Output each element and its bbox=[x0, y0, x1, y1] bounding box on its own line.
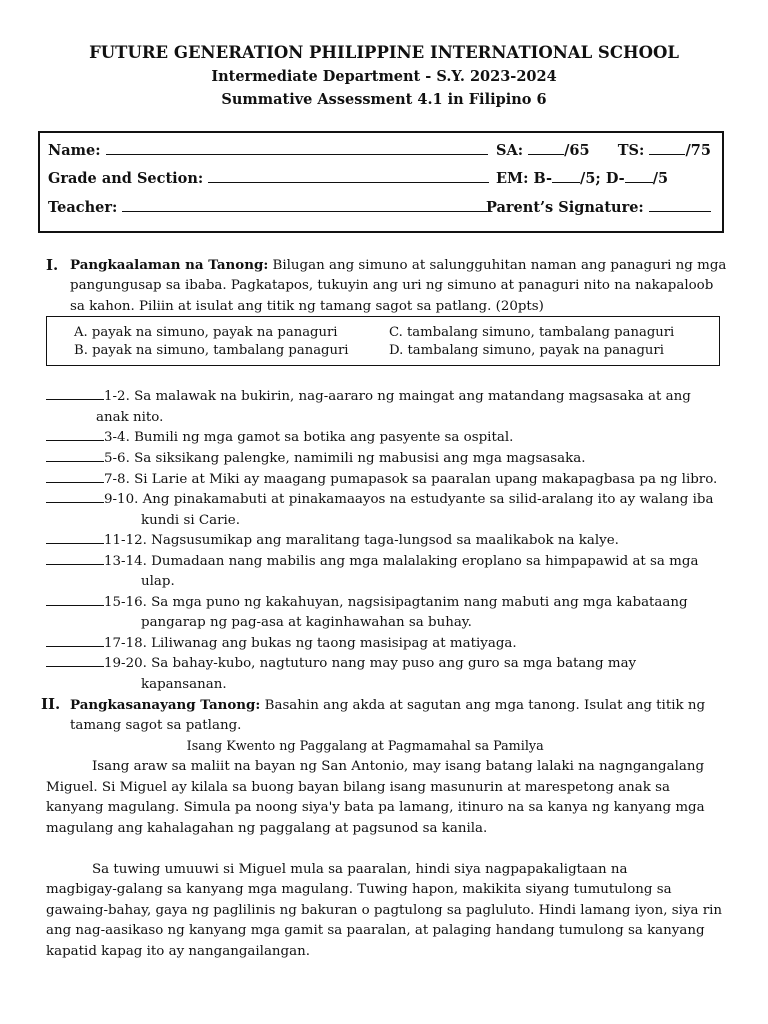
answer-blank[interactable] bbox=[46, 531, 104, 544]
answer-blank[interactable] bbox=[46, 634, 104, 647]
choice-b: B. payak na simuno, tambalang panaguri bbox=[74, 343, 349, 358]
name-line[interactable] bbox=[106, 142, 488, 155]
list-item-continuation: ulap. bbox=[141, 574, 175, 589]
list-item: 5-6. Sa siksikang palengke, namimili ng mabusisi ang mga magsasaka. bbox=[46, 449, 586, 470]
list-item-continuation: kundi si Carie. bbox=[141, 513, 240, 528]
list-item-continuation: anak nito. bbox=[96, 410, 164, 425]
section-2-title: Pangkasanayang Tanong: bbox=[70, 697, 261, 713]
list-item: 3-4. Bumili ng mga gamot sa botika ang pasyente sa ospital. bbox=[46, 428, 513, 449]
name-row bbox=[48, 141, 488, 162]
grade-row bbox=[48, 169, 489, 190]
list-item: 17-18. Liliwanag ang bukas ng taong masisipag at matiyaga. bbox=[46, 634, 517, 655]
em-b-total: /5; D- bbox=[580, 170, 625, 187]
name-label: Name: bbox=[48, 142, 101, 159]
story-paragraph-1-line: Isang araw sa maliit na bayan ng San Antonio, may isang batang lalaki na nagngangalang bbox=[92, 759, 705, 774]
list-item: 15-16. Sa mga puno ng kakahuyan, nagsisipagtanim nang mabuti ang mga kabataang bbox=[46, 593, 688, 614]
answer-blank[interactable] bbox=[46, 470, 104, 483]
story-paragraph-2-line: kapatid kapag ito ay nangangailangan. bbox=[46, 944, 310, 959]
signature-line[interactable] bbox=[649, 199, 711, 212]
section-2-number: II. bbox=[41, 695, 61, 713]
list-item: 19-20. Sa bahay-kubo, nagtuturo nang may puso ang guro sa mga batang may bbox=[46, 654, 636, 675]
em-row bbox=[496, 169, 668, 190]
grade-line[interactable] bbox=[208, 170, 489, 183]
department-line: Intermediate Department - S.Y. 2023-2024 bbox=[211, 68, 557, 85]
answer-blank[interactable] bbox=[46, 449, 104, 462]
choice-d: D. tambalang simuno, payak na panaguri bbox=[389, 343, 664, 358]
answer-blank[interactable] bbox=[46, 490, 104, 503]
teacher-row bbox=[48, 198, 487, 219]
story-paragraph-2-line: gawaing-bahay, gaya ng paglilinis ng bakuran o pagtulong sa pagluluto. Hindi lamang iyon, siya rin bbox=[46, 903, 723, 918]
choice-a: A. payak na simuno, payak na panaguri bbox=[74, 325, 338, 340]
answer-blank[interactable] bbox=[46, 593, 104, 606]
answer-blank[interactable] bbox=[46, 654, 104, 667]
section-1-instructions-line3: sa kahon. Piliin at isulat ang titik ng tamang sagot sa patlang. (20pts) bbox=[70, 299, 544, 314]
school-name: FUTURE GENERATION PHILIPPINE INTERNATIONAL SCHOOL bbox=[89, 43, 679, 62]
list-item: 11-12. Nagsusumikap ang maralitang taga-lungsod sa maalikabok na kalye. bbox=[46, 531, 619, 552]
student-info-box bbox=[38, 131, 724, 233]
choices-box bbox=[46, 316, 720, 366]
section-1-instructions-line1: Pangkaalaman na Tanong: Bilugan ang simuno at salungguhitan naman ang panaguri ng mga bbox=[70, 257, 727, 273]
score-row bbox=[496, 141, 711, 162]
section-2-instructions-line1: Pangkasanayang Tanong: Basahin ang akda at sagutan ang mga tanong. Isulat ang titik ng bbox=[70, 697, 706, 713]
em-d-total: /5 bbox=[652, 170, 669, 187]
story-paragraph-2-line: ang nag-aasikaso ng kanyang mga gamit sa paaralan, at palaging handang tumulong sa kanyang bbox=[46, 923, 705, 938]
ts-blank[interactable] bbox=[649, 142, 685, 155]
em-b-blank[interactable] bbox=[552, 170, 580, 183]
sa-total: /65 bbox=[564, 142, 590, 159]
ts-total: /75 bbox=[685, 142, 711, 159]
sa-blank[interactable] bbox=[528, 142, 564, 155]
grade-label: Grade and Section: bbox=[48, 170, 204, 187]
signature-row bbox=[486, 198, 711, 219]
story-paragraph-1-line: kanyang magulang. Simula pa noong siya'y bata pa lamang, itinuro na sa kanya ng kanyang mga bbox=[46, 800, 705, 815]
signature-label: Parent’s Signature: bbox=[486, 199, 644, 216]
ts-label: TS: bbox=[617, 142, 645, 159]
section-1-instructions-line2: pangungusap sa ibaba. Pagkatapos, tukuyin ang uri ng simuno at panaguri nito na nakapaloob bbox=[70, 278, 714, 293]
assessment-title: Summative Assessment 4.1 in Filipino 6 bbox=[221, 91, 547, 108]
choice-c: C. tambalang simuno, tambalang panaguri bbox=[389, 325, 675, 340]
answer-blank[interactable] bbox=[46, 428, 104, 441]
list-item: 7-8. Si Larie at Miki ay maagang pumapasok sa paaralan upang makapagbasa pa ng libro. bbox=[46, 470, 717, 491]
list-item: 13-14. Dumadaan nang mabilis ang mga malalaking eroplano sa himpapawid at sa mga bbox=[46, 552, 698, 573]
section-2-instructions-line2: tamang sagot sa patlang. bbox=[70, 718, 242, 733]
sa-label: SA: bbox=[496, 142, 524, 159]
story-paragraph-2-line: magbigay-galang sa kanyang mga magulang. Tuwing hapon, makikita siyang tumutulong sa bbox=[46, 882, 672, 897]
list-item-continuation: kapansanan. bbox=[141, 677, 227, 692]
teacher-label: Teacher: bbox=[48, 199, 118, 216]
list-item: 1-2. Sa malawak na bukirin, nag-aararo ng maingat ang matandang magsasaka at ang bbox=[46, 387, 691, 408]
answer-blank[interactable] bbox=[46, 387, 104, 400]
section-1-number: I. bbox=[46, 256, 59, 274]
answer-blank[interactable] bbox=[46, 552, 104, 565]
list-item: 9-10. Ang pinakamabuti at pinakamaayos na estudyante sa silid-aralang ito ay walang iba bbox=[46, 490, 713, 511]
list-item-continuation: pangarap ng pag-asa at kaginhawahan sa buhay. bbox=[141, 615, 472, 630]
em-label: EM: B- bbox=[496, 170, 553, 187]
story-paragraph-1-line: magulang ang kahalagahan ng paggalang at pagsunod sa kanila. bbox=[46, 821, 488, 836]
em-d-blank[interactable] bbox=[625, 170, 653, 183]
section-1-title: Pangkaalaman na Tanong: bbox=[70, 257, 269, 273]
story-paragraph-2-line: Sa tuwing umuuwi si Miguel mula sa paaralan, hindi siya nagpapakaligtaan na bbox=[92, 862, 628, 877]
story-paragraph-1-line: Miguel. Si Miguel ay kilala sa buong bayan bilang isang masunurin at marespetong anak sa bbox=[46, 780, 670, 795]
teacher-line[interactable] bbox=[122, 199, 487, 212]
story-title: Isang Kwento ng Paggalang at Pagmamahal sa Pamilya bbox=[186, 739, 544, 754]
